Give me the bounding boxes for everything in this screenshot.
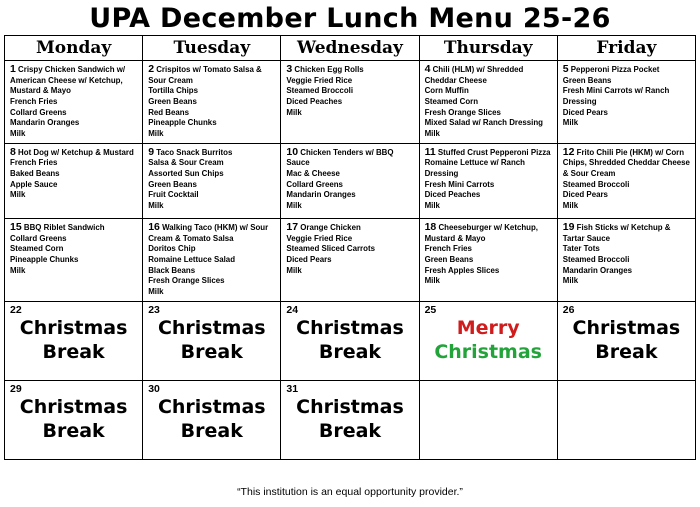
menu-text: Crispy Chicken Sandwich w/ American Cheese w/ Ketchup, Mustard & Mayo French Fries Collard Greens Mandarin Oranges Milk — [10, 65, 126, 138]
date-number: 8 — [10, 145, 16, 158]
menu-entry — [420, 61, 557, 142]
menu-entry — [558, 61, 695, 132]
date-number: 19 — [562, 221, 575, 234]
empty-cell — [419, 381, 557, 460]
menu-text: Crispitos w/ Tomato Salsa & Sour Cream Tortilla Chips Green Beans Red Beans Pineapple Chunks Milk — [148, 65, 262, 138]
day-cell — [557, 219, 695, 302]
merry-label: Merry — [456, 316, 520, 339]
menu-text: BBQ Riblet Sandwich Collard Greens Steamed Corn Pineapple Chunks Milk — [10, 223, 105, 275]
holiday-cell — [5, 381, 143, 460]
holiday-label: Break — [42, 340, 105, 363]
day-cell — [5, 219, 143, 302]
day-cell — [143, 61, 281, 144]
week-row — [5, 301, 696, 381]
week-row — [5, 143, 696, 218]
date-number: 15 — [10, 221, 22, 234]
holiday-cell — [281, 301, 419, 381]
date-number: 3 — [286, 63, 293, 76]
day-header-wednesday: Wednesday — [281, 36, 419, 61]
holiday-label: Break — [180, 420, 243, 443]
holiday-label: Break — [318, 420, 382, 443]
menu-text: Chili (HLM) w/ Shredded Cheddar Cheese Corn Muffin Steamed Corn Fresh Orange Slices Mixed Salad w/ Ranch Dressing Milk — [424, 65, 543, 138]
week-row — [5, 61, 696, 144]
holiday-label: Christmas — [157, 396, 266, 419]
menu-entry — [281, 144, 418, 215]
menu-entry — [5, 219, 142, 279]
menu-entry — [143, 144, 280, 215]
day-header-row — [5, 36, 696, 61]
day-cell — [5, 143, 143, 218]
menu-text: Chicken Tenders w/ BBQ Sauce Mac & Cheese Collard Greens Mandarin Oranges Milk — [286, 147, 394, 210]
holiday-cell — [419, 301, 557, 381]
date-number: 10 — [286, 145, 299, 158]
day-cell — [557, 143, 695, 218]
menu-text: Orange Chicken Veggie Fried Rice Steamed Sliced Carrots Diced Pears Milk — [286, 223, 375, 275]
day-header-monday: Monday — [5, 36, 143, 61]
menu-entry — [143, 61, 280, 142]
day-cell — [419, 219, 557, 302]
date-number: 18 — [424, 221, 437, 234]
date-number: 11 — [424, 145, 436, 158]
menu-text: Walking Taco (HKM) w/ Sour Cream & Tomato Salsa Doritos Chip Romaine Lettuce Salad Black Beans Fresh Orange Slices Milk — [148, 223, 269, 296]
menu-entry — [558, 144, 695, 215]
holiday-label: Christmas — [19, 316, 128, 339]
menu-text: Hot Dog w/ Ketchup & Mustard French Fries Baked Beans Apple Sauce Milk — [10, 147, 134, 200]
menu-entry — [5, 61, 142, 142]
menu-entry — [558, 219, 695, 290]
menu-text: Stuffed Crust Pepperoni Pizza Romaine Lettuce w/ Ranch Dressing Fresh Mini Carrots Diced Peaches Milk — [424, 147, 551, 210]
day-cell — [419, 61, 557, 144]
date-number: 9 — [148, 145, 155, 158]
holiday-label: Christmas — [157, 316, 266, 339]
day-cell — [143, 143, 281, 218]
date-number: 30 — [148, 383, 160, 396]
day-cell — [557, 61, 695, 144]
date-number: 31 — [286, 383, 299, 396]
christmas-label: Christmas — [434, 340, 542, 363]
empty-cell — [557, 381, 695, 460]
page-title: UPA December Lunch Menu 25-26 — [89, 3, 611, 34]
holiday-label: Christmas — [296, 316, 404, 339]
date-number: 26 — [562, 303, 575, 316]
menu-text: Fish Sticks w/ Ketchup & Tartar Sauce Tater Tots Steamed Broccoli Mandarin Oranges Milk — [562, 223, 671, 286]
holiday-cell — [5, 301, 143, 381]
holiday-cell — [143, 381, 281, 460]
menu-text: Pepperoni Pizza Pocket Green Beans Fresh Mini Carrots w/ Ranch Dressing Diced Pears Milk — [562, 65, 670, 128]
date-number: 17 — [286, 221, 299, 234]
menu-entry — [281, 219, 418, 279]
day-header-friday: Friday — [557, 36, 695, 61]
holiday-label: Break — [42, 420, 105, 443]
day-header-tuesday: Tuesday — [143, 36, 281, 61]
date-number: 22 — [10, 303, 22, 316]
holiday-cell — [281, 381, 419, 460]
date-number: 25 — [424, 303, 437, 316]
holiday-cell — [557, 301, 695, 381]
day-cell — [419, 143, 557, 218]
holiday-label: Christmas — [572, 316, 681, 339]
day-cell — [281, 143, 419, 218]
holiday-label: Break — [595, 340, 658, 363]
footer-statement: “This institution is an equal opportunity provider.” — [237, 486, 463, 498]
day-cell — [5, 61, 143, 144]
date-number: 12 — [562, 145, 575, 158]
date-number: 1 — [10, 63, 16, 76]
menu-text: Taco Snack Burritos Salsa & Sour Cream Assorted Sun Chips Green Beans Fruit Cocktail Milk — [148, 147, 233, 210]
date-number: 29 — [10, 383, 22, 396]
menu-text: Frito Chili Pie (HKM) w/ Corn Chips, Shredded Cheddar Cheese & Sour Cream Steamed Broccoli Diced Pears Milk — [562, 147, 690, 210]
holiday-cell — [143, 301, 281, 381]
day-cell — [143, 219, 281, 302]
holiday-label: Christmas — [19, 396, 128, 419]
day-cell — [281, 219, 419, 302]
menu-entry — [281, 61, 418, 121]
date-number: 2 — [148, 63, 155, 76]
menu-entry — [420, 219, 557, 290]
lunch-calendar — [4, 35, 696, 460]
holiday-label: Christmas — [296, 396, 404, 419]
date-number: 16 — [148, 221, 160, 234]
menu-entry — [143, 219, 280, 300]
week-row — [5, 219, 696, 302]
holiday-label: Break — [318, 340, 382, 363]
menu-entry — [420, 144, 557, 215]
day-header-thursday: Thursday — [419, 36, 557, 61]
date-number: 23 — [148, 303, 160, 316]
week-row — [5, 381, 696, 460]
date-number: 24 — [286, 303, 299, 316]
date-number: 4 — [424, 63, 431, 76]
date-number: 5 — [562, 63, 569, 76]
holiday-label: Break — [180, 340, 243, 363]
menu-text: Chicken Egg Rolls Veggie Fried Rice Steamed Broccoli Diced Peaches Milk — [286, 65, 364, 117]
menu-entry — [5, 144, 142, 204]
menu-text: Cheeseburger w/ Ketchup, Mustard & Mayo French Fries Green Beans Fresh Apples Slices Milk — [424, 223, 538, 286]
day-cell — [281, 61, 419, 144]
